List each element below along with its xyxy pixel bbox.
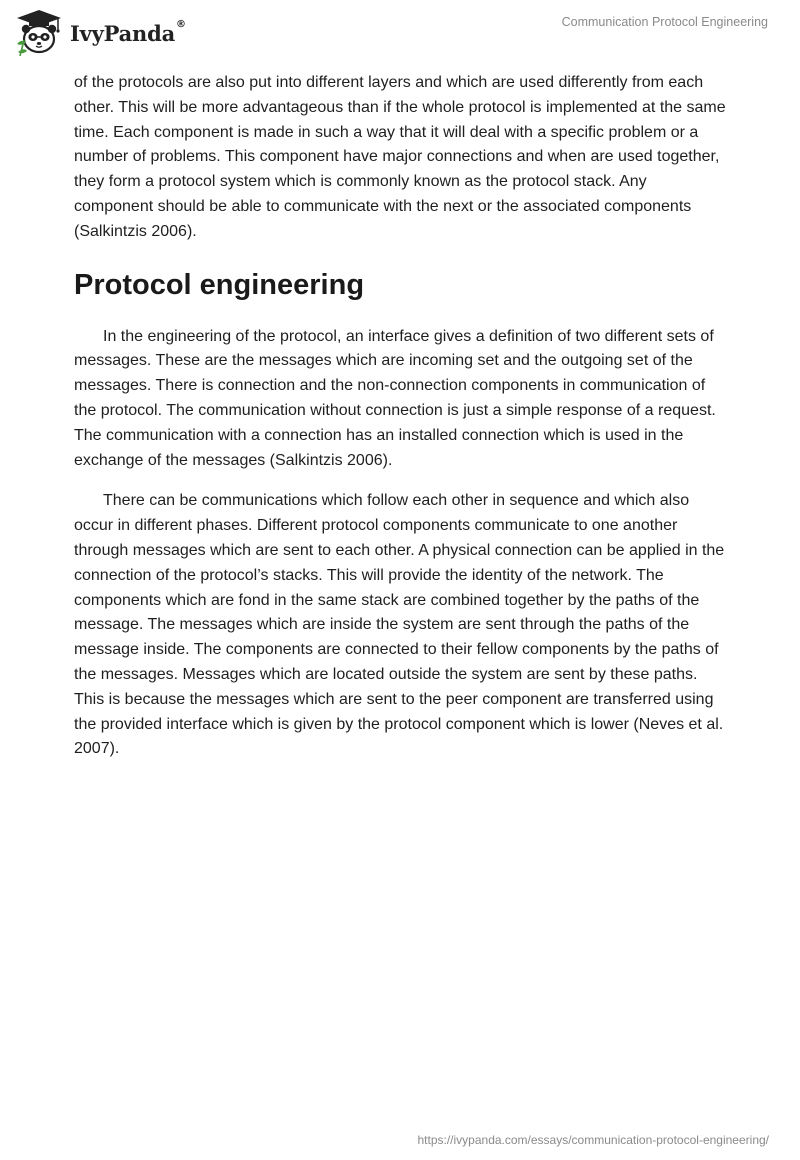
ivypanda-logo[interactable]: [14, 8, 186, 56]
registered-mark: ®: [176, 18, 186, 30]
source-url[interactable]: https://ivypanda.com/essays/communication-protocol-engineering/: [417, 1133, 769, 1147]
section-heading: Protocol engineering: [74, 268, 365, 301]
document-title: Communication Protocol Engineering: [561, 15, 768, 29]
page-header: [0, 0, 800, 64]
brand-name-text: IvyPanda: [70, 20, 176, 46]
essay-content: [74, 71, 730, 762]
intro-paragraph: of the protocols are also put into different layers and which are used differently from each other. This will be more advantageous than if the whole protocol is implemented at the same time. Each component is made in such a way that it will deal with a specific problem or a number of problems. This component have major connections and when are used together, they form a protocol system which is commonly known as the protocol stack. Any component should be able to communicate with the next or the associated components (Salkintzis 2006).: [74, 74, 726, 240]
body-paragraph: There can be communications which follow each other in sequence and which also occur in different phases. Different protocol components communicate to one another through messages which are sent to each other. A physical connection can be applied in the connection of the protocol’s stacks. This will provide the identity of the network. The components which are fond in the same stack are combined together by the paths of the message. The messages which are inside the system are sent through the paths of the message inside. The components are connected to their fellow components by the paths of the messages. Messages which are located outside the system are sent by these paths. This is because the messages which are sent to the peer component are transferred using the provided interface which is given by the protocol component which is lower (Neves et al. 2007).: [74, 492, 725, 758]
body-paragraph: In the engineering of the protocol, an interface gives a definition of two different sets of messages. These are the messages which are incoming set and the outgoing set of the messages. There is connection and the non-connection components in communication of the protocol. The communication without connection is just a simple response of a request. The communication with a connection has an installed connection which is used in the exchange of the messages (Salkintzis 2006).: [74, 327, 716, 469]
brand-name: [70, 18, 186, 46]
panda-graduation-cap-icon: [14, 8, 64, 56]
